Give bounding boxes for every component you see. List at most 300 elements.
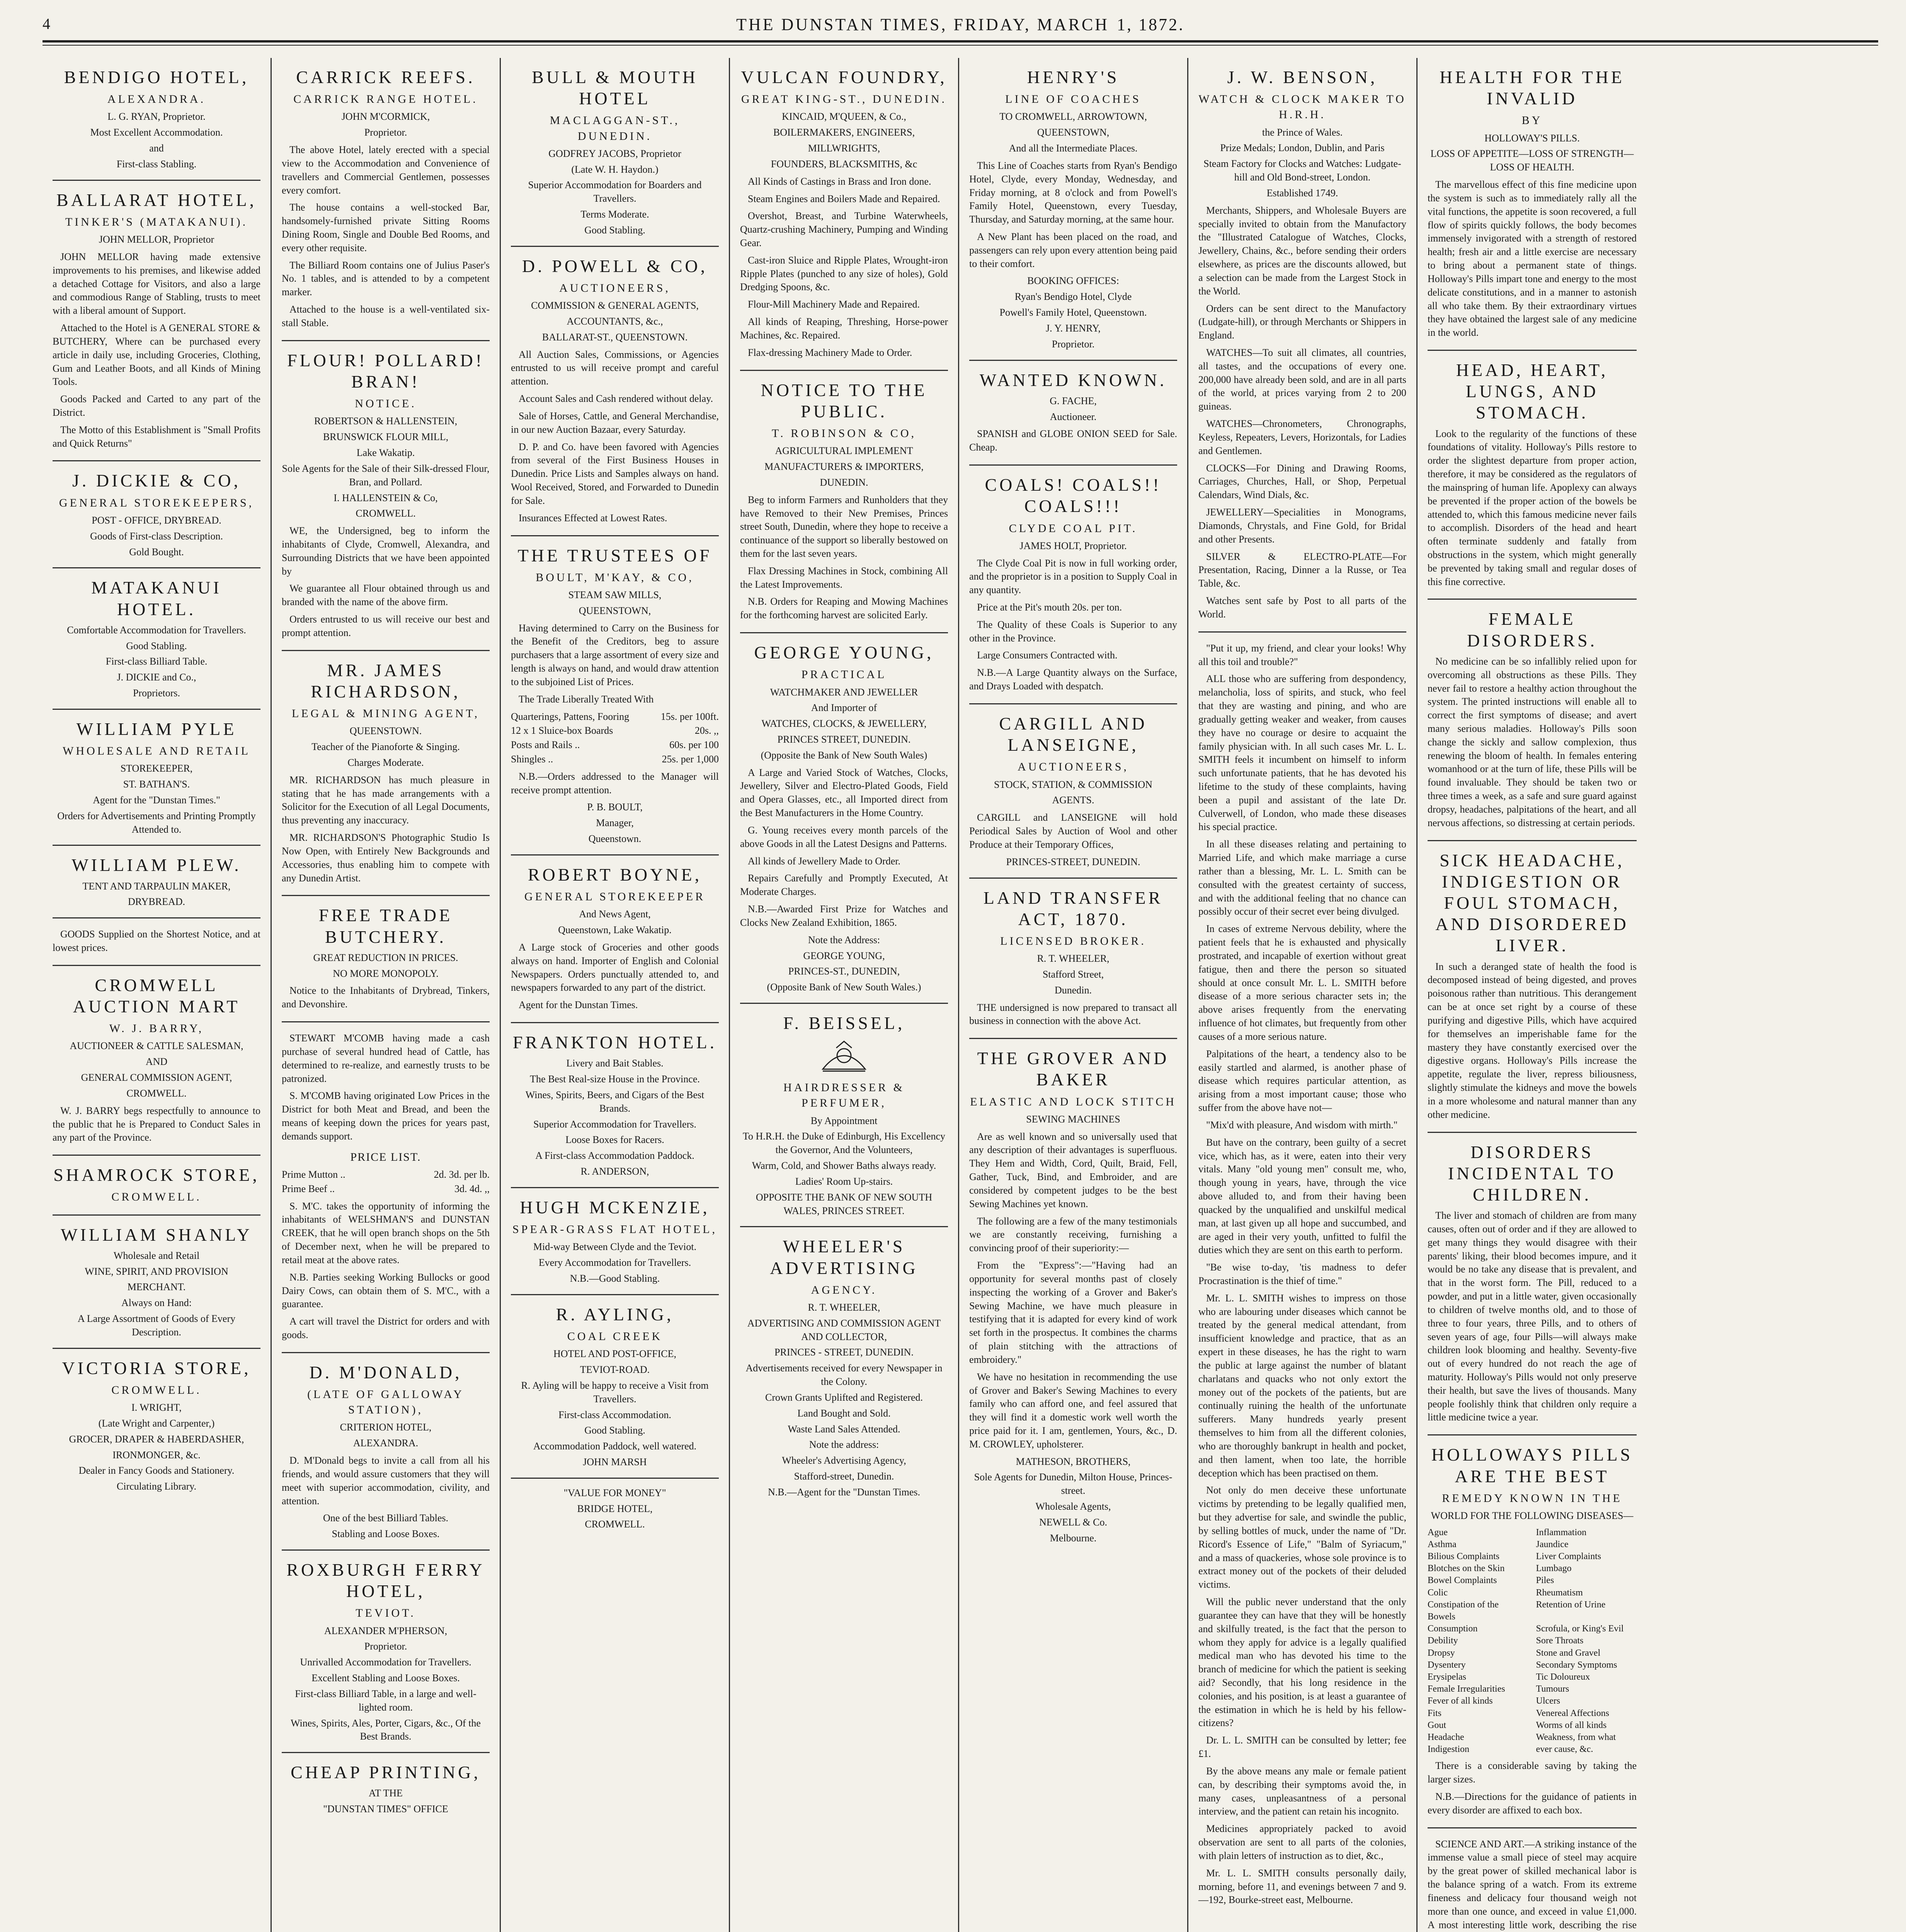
ad-line: Proprietor. [364, 1641, 407, 1652]
price-row [282, 1168, 490, 1182]
ad-line: Wheeler's Advertising Agency, [782, 1455, 906, 1466]
advertisement [282, 341, 490, 651]
ad-line: CRITERION HOTEL, [340, 1422, 432, 1433]
ad-line: First-class Accommodation. [558, 1409, 671, 1420]
ad-line: "VALUE FOR MONEY" [563, 1487, 666, 1498]
ad-line: ADVERTISING AND COMMISSION AGENT AND COLLECTOR, [747, 1317, 941, 1342]
advertisement [53, 1216, 260, 1349]
newspaper-title: THE DUNSTAN TIMES, FRIDAY, MARCH [736, 15, 1109, 34]
ad-line: BALLARAT-ST., QUEENSTOWN. [542, 331, 688, 343]
ad-signature-line: (Opposite Bank of New South Wales.) [767, 981, 921, 993]
disease-item: Tumours [1536, 1684, 1569, 1694]
disease-item: Weakness, from what [1536, 1732, 1616, 1742]
ad-line: and [149, 143, 164, 154]
ad-title: HOLLOWAYS PILLS ARE THE BEST [1431, 1445, 1633, 1486]
ad-body-paragraph: Medicines appropriately packed to avoid observation are sent to all parts of the colonies, with plain letters of instruction as to diet, &c., [1198, 1823, 1406, 1861]
ad-subtitle: PRACTICAL [801, 668, 887, 681]
ad-line: KINCAID, M'QUEEN, & Co., [782, 111, 906, 122]
ad-line: R. ANDERSON, [580, 1166, 649, 1177]
ad-title: WILLIAM SHANLY [61, 1225, 252, 1245]
ad-line: Dunedin. [1054, 984, 1092, 996]
ad-title: WANTED KNOWN. [979, 370, 1167, 390]
ad-title: WILLIAM PYLE [76, 719, 237, 739]
ad-line: WINE, SPIRIT, AND PROVISION [85, 1265, 228, 1277]
ad-signature-line: BOOKING OFFICES: [1027, 275, 1119, 287]
ad-title: WHEELER'S ADVERTISING [770, 1236, 918, 1278]
ad-line: FOUNDERS, BLACKSMITHS, &c [771, 158, 917, 170]
ad-body-paragraph: Will the public never understand that the only guarantee they can have that they will be honestly and skilfully treated, is the fact that the person to whom they apply for advice is a legally qualified medical man who has devoted his time to the branch of medicine for which the patient is seeking aid? Secondly, that his long residence in the colonies, and his position, is at least a guarantee of the estimation in which he is held by his fellow-citizens? [1198, 1596, 1406, 1729]
newspaper-page [43, 58, 1878, 1932]
ad-line: JAMES HOLT, Proprietor. [1019, 540, 1127, 551]
ad-body-paragraph: In cases of extreme Nervous debility, where the patient feels that he is exhausted and physically prostrated, and incapable of exertion without great fatigue, then and there the person so situated should at once consult Mr. L. L. SMITH before disease of a more serious character sets in; the above arises frequently from the enervating influence of hot climates, but frequently from other causes of a more serious nature. [1198, 923, 1406, 1042]
ad-title: ROBERT BOYNE, [528, 864, 702, 884]
advertisement [53, 918, 260, 966]
ad-title: J. DICKIE & CO, [72, 471, 241, 491]
ad-line: First-class Stabling. [116, 158, 197, 170]
ad-line: (Opposite the Bank of New South Wales) [761, 749, 927, 761]
ad-title: FEMALE DISORDERS. [1467, 609, 1598, 650]
ad-line: Wines, Spirits, Beers, and Cigars of the Best Brands. [525, 1089, 705, 1114]
ad-subtitle: CLYDE COAL PIT. [1009, 522, 1138, 535]
advertisement [1198, 58, 1406, 633]
ad-line: TEVIOT-ROAD. [580, 1364, 650, 1376]
ad-line: Livery and Bait Stables. [566, 1058, 664, 1069]
column-5 [959, 58, 1188, 1932]
ad-line: Crown Grants Uplifted and Registered. [765, 1391, 923, 1403]
column-2 [272, 58, 501, 1932]
ad-body-paragraph: From the "Express":—"Having had an opportunity for several months past of closely inspecting the working of a Grover and Baker's Sewing Machine, we have much pleasure in testifying that it is adapted for every kind of work set forth in the prospectus. It combines the charms of plain stitching with the attractions of embroidery." [969, 1260, 1177, 1365]
ad-title: HEALTH FOR THE INVALID [1440, 67, 1625, 109]
price-value: 20s. ,, [694, 725, 719, 736]
advertisement [282, 896, 490, 1022]
ad-title: WILLIAM PLEW. [71, 855, 242, 875]
ad-subtitle: ELASTIC AND LOCK STITCH [970, 1095, 1176, 1108]
ad-line: MERCHANT. [127, 1281, 186, 1293]
ad-line: PRINCES - STREET, DUNEDIN. [774, 1347, 914, 1358]
advertisement [969, 879, 1177, 1039]
ad-line: GREAT REDUCTION IN PRICES. [313, 952, 458, 963]
ad-title: FRANKTON HOTEL. [512, 1032, 717, 1053]
ad-body-paragraph: S. M'COMB having originated Low Prices in the District for both Meat and Bread, and been the means of keeping down the prices for years past, demands support. [282, 1090, 490, 1142]
masthead-rule-thin [43, 45, 1878, 46]
ad-title: HENRY'S [1027, 67, 1120, 87]
ad-line: N.B.—Agent for the "Dunstan Times. [768, 1486, 921, 1498]
ad-line: The Best Real-size House in the Province. [530, 1073, 700, 1085]
masthead-rule-thick [43, 40, 1878, 43]
disease-item: Stone and Gravel [1536, 1648, 1601, 1658]
ad-signature-line: One of the best Billiard Tables. [323, 1512, 449, 1524]
ad-line: Accommodation Paddock, well watered. [533, 1440, 697, 1452]
price-list-title: PRICE LIST. [350, 1150, 421, 1163]
advertisement [740, 1227, 948, 1507]
ad-title: THE GROVER AND BAKER [977, 1048, 1169, 1090]
ad-body-paragraph: The Quality of these Coals is Superior to any other in the Province. [969, 619, 1177, 644]
advertisement [511, 1023, 719, 1188]
ad-subtitle: AUCTIONEERS, [559, 281, 671, 294]
ad-line: Auctioneer. [1050, 411, 1097, 422]
ad-line: (Late W. H. Haydon.) [571, 163, 659, 175]
disease-item: Lumbago [1536, 1563, 1572, 1574]
price-row [282, 1182, 490, 1196]
ad-title: FREE TRADE BUTCHERY. [318, 905, 453, 947]
ad-line: BOILERMAKERS, ENGINEERS, [773, 127, 915, 138]
ad-body-paragraph: Agent for the Dunstan Times. [519, 999, 638, 1011]
ad-extra-paragraph: N.B.—Orders addressed to the Manager will receive prompt attention. [511, 770, 719, 796]
ad-line: BRIDGE HOTEL, [577, 1503, 653, 1514]
ad-title: VULCAN FOUNDRY, [741, 67, 947, 87]
advertisement [511, 1479, 719, 1540]
advertisement [740, 58, 948, 371]
advertisement [511, 1188, 719, 1295]
disease-item: Colic [1428, 1587, 1448, 1598]
ad-body-paragraph: ALL those who are suffering from despondency, melancholia, loss of spirits, and stuck, who feel that they are wasting and pining, and who are gradually getting weaker and weaker, from causes they have no courage or desire to acquaint the family physician with. In all such cases Mr. L. L. SMITH feels it incumbent on himself to inform such unfortunate patients, that he has devoted his lifetime to the study of these complaints, having been a pupil and assistant of the late Dr. Culverwell, of London, who made these diseases his special practice. [1198, 673, 1406, 833]
ad-signature-line: NEWELL & Co. [1039, 1516, 1107, 1528]
ad-body-paragraph: CARGILL and LANSEIGNE will hold Periodical Sales by Auction of Wool and other Produce at their Temporary Offices, [969, 812, 1177, 850]
disease-item: Tic Doloureux [1536, 1672, 1590, 1682]
disease-item: Retention of Urine [1536, 1599, 1606, 1610]
ad-body-paragraph: JEWELLERY—Specialities in Monograms, Diamonds, Chrystals, and Fine Gold, for Bridal and other Presents. [1198, 507, 1406, 545]
ad-line: Wholesale and Retail [113, 1250, 200, 1261]
ad-subtitle: BOULT, M'KAY, & CO, [536, 571, 694, 584]
advertisement [282, 1353, 490, 1551]
ad-line: Always on Hand: [121, 1297, 192, 1309]
ad-line: A Large Assortment of Goods of Every Description. [77, 1313, 236, 1338]
ad-body-paragraph: W. J. BARRY begs respectfully to announce to the public that he is Prepared to Conduct Sales in any part of the Province. [53, 1105, 260, 1143]
ad-line: WATCHES, CLOCKS, & JEWELLERY, [761, 718, 927, 730]
disease-item: Asthma [1428, 1539, 1457, 1549]
ad-body-paragraph: D. M'Donald begs to invite a call from all his friends, and would assure customers that they will meet with superior accommodation, civility, and attention. [282, 1455, 490, 1507]
ad-signature-line: PRINCES-ST., DUNEDIN, [788, 966, 900, 977]
ad-body-paragraph: By the above means any male or female patient can, by describing their symptoms avoid the, in many cases, unpleasantness of a personal interview, and the patient can retain his incognito. [1198, 1765, 1406, 1817]
ad-line: Charges Moderate. [347, 757, 424, 768]
disease-item: Rheumatism [1536, 1587, 1583, 1598]
ad-line: Wines, Spirits, Ales, Porter, Cigars, &c., Of the Best Brands. [291, 1717, 481, 1742]
ad-signature-line: J. Y. HENRY, [1046, 322, 1101, 334]
ad-body-paragraph: Price at the Pit's mouth 20s. per ton. [977, 602, 1122, 613]
ad-subtitle: CROMWELL. [111, 1190, 202, 1204]
ad-line: J. DICKIE and Co., [117, 672, 196, 683]
ad-line: First-class Billiard Table, in a large and well-lighted room. [295, 1688, 476, 1713]
column-1 [43, 58, 272, 1932]
royal-crest-icon [740, 1038, 948, 1077]
ad-body-paragraph: N.B.—A Large Quantity always on the Surface, and Drays Loaded with despatch. [969, 667, 1177, 692]
ad-subtitle: TEVIOT. [356, 1607, 416, 1620]
ad-line: the Prince of Wales. [1262, 126, 1343, 138]
price-item: Prime Beef .. [282, 1183, 335, 1194]
ad-body-paragraph: MR. RICHARDSON has much pleasure in stating that he has made arrangements with a Solicitor for the Execution of all Legal Documents, thus preventing any inaccuracy. [282, 774, 490, 826]
ad-title: CROMWELL AUCTION MART [73, 975, 240, 1017]
ad-body-paragraph: The above Hotel, lately erected with a special view to the Accommodation and Convenience of travellers and Commercial Gentlemen, possesses every comfort. [282, 144, 490, 196]
ad-body-paragraph: The house contains a well-stocked Bar, handsomely-furnished private Sitting Rooms Dining Room, Single and Double Bed Rooms, and every other requisite. [282, 202, 490, 253]
ad-line: WORLD FOR THE FOLLOWING DISEASES— [1431, 1510, 1634, 1521]
disease-item: Bilious Complaints [1428, 1551, 1500, 1562]
ad-body-paragraph: "Be wise to-day, 'tis madness to defer Procrastination is the thief of time." [1198, 1262, 1406, 1286]
advertisement [53, 568, 260, 710]
column-7 [1418, 58, 1647, 1932]
ad-line: Superior Accommodation for Travellers. [533, 1118, 696, 1130]
ad-body-paragraph: The following are a few of the many testimonials we are constantly receiving, furnishing a convincing proof of their superiority:— [969, 1215, 1177, 1254]
ad-signature-line: Powell's Family Hotel, Queenstown. [999, 307, 1147, 318]
ad-line: Most Excellent Accommodation. [90, 127, 223, 138]
ad-line: A First-class Accommodation Paddock. [535, 1150, 694, 1162]
advertisement [53, 181, 260, 462]
ad-line: Goods of First-class Description. [90, 530, 223, 542]
ad-line: TENT AND TARPAULIN MAKER, [82, 880, 231, 892]
advertisement [969, 58, 1177, 361]
ad-subtitle: LICENSED BROKER. [1000, 934, 1146, 947]
ad-subtitle: SPEAR-GRASS FLAT HOTEL, [512, 1223, 717, 1236]
ad-body-paragraph: Account Sales and Cash rendered without delay. [519, 393, 713, 405]
ad-body-paragraph: "Mix'd with pleasure, And wisdom with mirth." [1206, 1119, 1398, 1131]
ad-line: CROMWELL. [356, 508, 416, 519]
ad-line: "DUNSTAN TIMES" OFFICE [323, 1803, 448, 1815]
ad-line: HOLLOWAY'S PILLS. [1484, 132, 1580, 144]
price-row [511, 710, 719, 724]
page-number: 4 [43, 15, 50, 32]
ad-signature-line: MATHESON, BROTHERS, [1016, 1456, 1131, 1467]
ad-body-paragraph: CLOCKS—For Dining and Drawing Rooms, Carriages, Churches, Hall, or Shop, Perpetual Calendars, Wind Dials, &c. [1198, 462, 1406, 501]
ad-subtitle: T. ROBINSON & CO, [772, 427, 916, 440]
ad-line: Prize Medals; London, Dublin, and Paris [1220, 142, 1385, 154]
ad-body-paragraph: The Motto of this Establishment is "Small Profits and Quick Returns" [53, 424, 260, 449]
advertisement [1198, 633, 1406, 1917]
ad-body-paragraph: No medicine can be so infallibly relied upon for overcoming all obstructions as these Pills. They never fail to restore a healthy action throughout the system. The printed instructions will enable all to correct the first symptoms of disease; and avert many serious maladies. Holloway's Pills soon change the sickly and sallow complexion, thus renewing the bloom of health. In females entering womanhood or at the turn of life, these Pills will be found invaluable. They should be taken two or three times a week, as a safe and sure guard against dropsy, headaches, palpitations of the heart, and all nervous affections, so distressing at certain periods. [1428, 655, 1637, 828]
ad-body-paragraph: N.B. Orders for Reaping and Mowing Machines for the forthcoming harvest are solicited Early. [740, 596, 948, 621]
ad-title: ROXBURGH FERRY HOTEL, [286, 1560, 485, 1601]
ad-body-paragraph: JOHN MELLOR having made extensive improvements to his premises, and likewise added a detached Cottage for Visitors, and also a large and commodious Range of Stabling, trusts to meet with a liberal amount of Support. [53, 251, 260, 316]
ad-subtitle: GENERAL STOREKEEPER [524, 890, 706, 903]
ad-line: LOSS OF APPETITE—LOSS OF STRENGTH—LOSS OF HEALTH. [1430, 148, 1634, 173]
ad-line: Advertisements received for every Newspaper in the Colony. [745, 1362, 943, 1388]
ad-body-paragraph: D. P. and Co. have been favored with Agencies from several of the First Business Houses in Dunedin. Price Lists and Samples always on hand. Wool Received, Stored, and Forwarded to Dunedin for Sale. [511, 441, 719, 506]
advertisement [740, 633, 948, 1004]
ad-line: Stafford-street, Dunedin. [794, 1471, 894, 1482]
disease-item: Blotches on the Skin [1428, 1563, 1505, 1574]
ad-line: AGRICULTURAL IMPLEMENT [775, 445, 913, 457]
ad-signature-line: Wholesale Agents, [1035, 1501, 1111, 1512]
ad-body-paragraph: Overshot, Breast, and Turbine Waterwheels, Quartz-crushing Machinery, Pumping and Winding Gear. [740, 210, 948, 248]
ad-body-paragraph: Orders entrusted to us will receive our best and prompt attention. [282, 614, 490, 638]
ad-title: D. M'DONALD, [309, 1362, 462, 1382]
disease-item: Ulcers [1536, 1696, 1561, 1706]
ad-body-paragraph: Beg to inform Farmers and Runholders that they have Removed to their New Premises, Princes street South, Dunedin, where they hope to receive a continuance of the support so liberally bestowed on them for the last seven years. [740, 494, 948, 559]
ad-line: Note the address: [809, 1439, 879, 1451]
ad-signature-line: Sole Agents for Dunedin, Milton House, Princes-street. [974, 1471, 1173, 1497]
ad-subtitle: WATCH & CLOCK MAKER TO H.R.H. [1198, 93, 1406, 121]
ad-line: STEAM SAW MILLS, [568, 589, 662, 600]
ad-line: MILLWRIGHTS, [808, 143, 880, 154]
advertisement [969, 1039, 1177, 1553]
ad-line: STOCK, STATION, & COMMISSION [994, 779, 1152, 790]
ad-subtitle: NOTICE. [355, 397, 417, 410]
ad-title: MATAKANUI HOTEL. [91, 578, 222, 619]
advertisement [53, 461, 260, 568]
ad-signature-line: PRINCES-STREET, DUNEDIN. [1006, 856, 1140, 867]
ad-title: CARGILL AND LANSEIGNE, [999, 713, 1147, 755]
ad-title: D. POWELL & CO, [522, 256, 708, 276]
ad-line: CROMWELL. [585, 1519, 645, 1530]
ad-line: And News Agent, [579, 908, 651, 920]
ad-body-paragraph: Sale of Horses, Cattle, and General Merchandise, in our new Auction Bazaar, every Saturday. [511, 410, 719, 435]
advertisement [740, 1004, 948, 1227]
ad-body-paragraph: The Billiard Room contains one of Julius Paser's No. 1 tables, and is attended to by a competent marker. [282, 259, 490, 298]
ad-line: Good Stabling. [584, 224, 645, 236]
ad-line: HOTEL AND POST-OFFICE, [553, 1348, 677, 1360]
ad-line: QUEENSTOWN. [349, 725, 422, 737]
ad-line: Sole Agents for the Sale of their Silk-dressed Flour, Bran, and Pollard. [282, 463, 490, 488]
ad-body-paragraph: Attached to the Hotel is A GENERAL STORE & BUTCHERY, Where can be purchased every article in daily use, including Groceries, Clothing, Gum and Leather Boots, and all Kinds of Mining Tools. [53, 322, 260, 388]
ad-subtitle: ALEXANDRA. [107, 93, 206, 106]
ad-body-paragraph: STEWART M'COMB having made a cash purchase of several hundred head of Cattle, has determined to re-realize, and earnestly trusts to be patronized. [282, 1032, 490, 1084]
ad-body-paragraph: Cast-iron Sluice and Ripple Plates, Wrought-iron Ripple Plates (punched to any size of holes), Gold Dredging Spoons, &c. [740, 254, 948, 293]
price-value: 15s. per 100ft. [660, 711, 719, 722]
advertisement [282, 1551, 490, 1753]
ad-line: JOHN MARSH [583, 1456, 647, 1468]
ad-title: BENDIGO HOTEL, [64, 67, 249, 87]
price-value: 3d. 4d. ,, [454, 1183, 490, 1194]
advertisement [969, 466, 1177, 704]
ad-subtitle: CROMWELL. [111, 1383, 202, 1396]
price-row [511, 738, 719, 752]
ad-line: ST. BATHAN'S. [123, 779, 190, 790]
ad-line: Mid-way Between Clyde and the Teviot. [533, 1241, 697, 1253]
disease-item: Bowel Complaints [1428, 1575, 1497, 1586]
price-row [511, 724, 719, 738]
ad-line: R. T. WHEELER, [1037, 953, 1110, 964]
ad-subtitle: (LATE OF GALLOWAY STATION), [307, 1388, 464, 1417]
advertisement [53, 1349, 260, 1502]
ad-title: CHEAP PRINTING, [291, 1762, 481, 1782]
ad-line: L. G. RYAN, Proprietor. [107, 111, 206, 122]
ad-body-paragraph: Are as well known and so universally used that any description of their advantages is superfluous. They Hem and Width, Cord, Quilt, Braid, Fell, Gather, Tuck, Bind, and Embroider, and are considered by competent judges to be the best Sewing Machines yet known. [969, 1131, 1177, 1209]
advertisement [282, 1753, 490, 1825]
ad-line: Loose Boxes for Racers. [565, 1134, 664, 1146]
disease-item: Venereal Affections [1536, 1708, 1609, 1718]
ad-body-paragraph: The Trade Liberally Treated With [519, 693, 654, 705]
ad-subtitle: CARRICK RANGE HOTEL. [293, 93, 478, 106]
ad-line: COMMISSION & GENERAL AGENTS, [531, 300, 699, 311]
ad-line: Land Bought and Sold. [797, 1407, 891, 1419]
disease-list [1428, 1527, 1637, 1756]
ad-body-paragraph: This Line of Coaches starts from Ryan's Bendigo Hotel, Clyde, every Monday, Wednesday, and Friday morning, at 8 o'clock and from Powell's Family Hotel, Queenstown, every Tuesday, Thursday, and Saturday morning, at the same hour. [969, 160, 1177, 225]
ad-body-paragraph: In all these diseases relating and pertaining to Married Life, and which make marriage a curse rather than a blessing, Mr. L. L. Smith can be consulted with the greatest certainty of success, and with the additional feeling that no chance can possibly occur of their secret ever being divulged. [1198, 838, 1406, 917]
ad-subtitle: WHOLESALE AND RETAIL [63, 745, 250, 758]
ad-body-paragraph: All kinds of Reaping, Threshing, Horse-power Machines, &c. Repaired. [740, 316, 948, 341]
ad-line: Unrivalled Accommodation for Travellers. [300, 1656, 471, 1668]
ad-line: WATCHMAKER AND JEWELLER [770, 686, 918, 698]
disease-item: Dysentery [1428, 1660, 1466, 1670]
ad-line: To H.R.H. the Duke of Edinburgh, His Excellency the Governor, And the Volunteers, [742, 1131, 946, 1156]
ad-line: Stafford Street, [1042, 968, 1104, 980]
ad-line: TO CROMWELL, ARROWTOWN, [999, 111, 1147, 122]
ad-body-paragraph: MR. RICHARDSON'S Photographic Studio Is Now Open, with Entirely New Backgrounds and Accessories, thus enabling him to compete with any Dunedin Artist. [282, 832, 490, 884]
advertisement [511, 855, 719, 1023]
ad-title: SHAMROCK STORE, [53, 1165, 260, 1185]
ad-body-paragraph: The Clyde Coal Pit is now in full working order, and the proprietor is in a position to Supply Coal in any quantity. [969, 557, 1177, 596]
ad-body-paragraph: Insurances Effected at Lowest Rates. [519, 512, 667, 524]
ad-title: NOTICE TO THE PUBLIC. [761, 380, 927, 421]
ad-title: THE TRUSTEES OF [517, 545, 712, 565]
ad-body-paragraph: We guarantee all Flour obtained through us and branded with the name of the above firm. [282, 583, 490, 608]
price-value: 25s. per 1,000 [662, 753, 719, 765]
ad-body-paragraph: Having determined to Carry on the Business for the Benefit of the Creditors, beg to assure purchasers that a large assortment of every size and length is always on hand, and would draw attention to the subjoined List of Prices. [511, 622, 719, 687]
disease-item: Indigestion [1428, 1744, 1469, 1755]
column-3 [501, 58, 730, 1932]
ad-body-paragraph: G. Young receives every month parcels of the above Goods in all the Latest Designs and Patterns. [740, 824, 948, 849]
ad-body-paragraph: The liver and stomach of children are from many causes, often out of order and if they are allowed to get many things they would disagree with their parents' liking, their blood becomes impure, and it would be no take any disease that is prevalent, and that in the worst form. The Pill, reduced to a powder, and put in a little water, given occasionally to children of twelve months old, and to those of three to four years, three Pills, and to others of seven years of age, four Pills—will always make children look blooming and healthy. Seventy-five out of every hundred do not reach the age of maturity. Holloway's Pills would not only preserve their health, but save the lives of thousands. Many people foolishly think that children only require a little medicine twice a year. [1428, 1210, 1637, 1423]
ad-subtitle: GREAT KING-ST., DUNEDIN. [741, 93, 947, 106]
ad-title: BALLARAT HOTEL, [56, 190, 257, 210]
ad-line: POST - OFFICE, DRYBREAD. [92, 514, 221, 526]
ad-line: GENERAL COMMISSION AGENT, [81, 1072, 232, 1083]
ad-line: Comfortable Accommodation for Travellers. [67, 624, 246, 636]
ad-title: VICTORIA STORE, [62, 1358, 251, 1378]
ad-line: ALEXANDRA. [353, 1437, 419, 1449]
ad-subtitle: AGENCY. [811, 1283, 877, 1296]
ad-line: Gold Bought. [129, 546, 184, 558]
ad-line: CROMWELL. [126, 1087, 187, 1099]
ad-line: Good Stabling. [126, 640, 187, 651]
ad-body-paragraph: All Kinds of Castings in Brass and Iron done. [748, 175, 931, 187]
ad-body-paragraph: Notice to the Inhabitants of Drybread, Tinkers, and Devonshire. [282, 985, 490, 1010]
ad-body-paragraph: Orders can be sent direct to the Manufactory (Ludgate-hill), or through Merchants or Shippers in England. [1198, 303, 1406, 341]
ad-line: BRUNSWICK FLOUR MILL, [323, 431, 449, 443]
ad-line: Teacher of the Pianoforte & Singing. [311, 741, 460, 753]
ad-title: LAND TRANSFER ACT, 1870. [983, 888, 1163, 929]
disease-item: Fever of all kinds [1428, 1696, 1493, 1706]
ad-line: DRYBREAD. [128, 896, 185, 908]
disease-item: Liver Complaints [1536, 1551, 1601, 1562]
issue-date: 1, 1872. [1116, 15, 1184, 34]
ad-line: Proprietors. [133, 687, 180, 699]
disease-item: Constipation of the Bowels [1428, 1599, 1499, 1622]
ad-title: COALS! COALS!! COALS!!! [985, 475, 1162, 516]
disease-item: Debility [1428, 1636, 1458, 1646]
ad-title: SICK HEADACHE, INDIGESTION OR FOUL STOMACH, AND DISORDERED LIVER. [1435, 850, 1629, 956]
disease-item: ever cause, &c. [1536, 1744, 1593, 1755]
ad-body-paragraph: Not only do men deceive these unfortunate victims by pretending to be legally qualified men, but they advertise for sale, and swindle the public, by selling bottles of muck, under the name of "Dr. Ricord's Essence of Life," "Balm of Syriacum," and a mass of quackeries, whose sole province is to extract money out of the pockets of their deluded victims. [1198, 1485, 1406, 1590]
ad-line: MANUFACTURERS & IMPORTERS, [764, 461, 924, 473]
ad-subtitle: W. J. BARRY, [109, 1022, 204, 1035]
ad-title: FLOUR! POLLARD! BRAN! [287, 350, 485, 391]
ad-title: HEAD, HEART, LUNGS, AND STOMACH. [1456, 360, 1608, 423]
price-item: Posts and Rails .. [511, 739, 580, 751]
ad-line: Ladies' Room Up-stairs. [795, 1175, 893, 1187]
ad-line: Good Stabling. [584, 1425, 645, 1436]
ad-body-paragraph: A New Plant has been placed on the road, and passengers can rely upon every attention being paid to their comfort. [969, 231, 1177, 269]
ad-line: OPPOSITE THE BANK OF NEW SOUTH WALES, PRINCES STREET. [756, 1191, 933, 1216]
ad-line: QUEENSTOWN, [1037, 127, 1110, 138]
ad-signature-line: GEORGE YOUNG, [803, 950, 885, 961]
ad-line: Orders for Advertisements and Printing Promptly Attended to. [57, 810, 256, 835]
ad-extra-paragraph: S. M'C. takes the opportunity of informing the inhabitants of WELSHMAN'S and DUNSTAN CREEK, that he will open branch shops on the 5th of December next, when he will be prepared to retail meat at the above rates. [282, 1200, 490, 1265]
ad-body-paragraph: But have on the contrary, been guilty of a secret vice, which has, as it were, eaten into their very vitals. Many "old young men" consult me, who, though young in years, have, through the vice above alluded to, and from their having been quacked by the unqualified and unskilful medical man, at last given up all hope and succumbed, and are aged in their very youth, unfitted to fulfil the duties which they are sent on this earth to perform. [1198, 1136, 1406, 1256]
ad-body-paragraph: All kinds of Jewellery Made to Order. [748, 855, 900, 867]
price-row [511, 753, 719, 766]
advertisement [511, 1295, 719, 1479]
ad-line: Queenstown, Lake Wakatip. [558, 924, 672, 936]
ad-body-paragraph: A Large and Varied Stock of Watches, Clocks, Jewellery, Silver and Electro-Plated Goods, Field and Opera Glasses, etc., all Imported direct from the Best Manufacturers in the Home Country. [740, 767, 948, 819]
ad-line: QUEENSTOWN, [579, 605, 651, 616]
disease-item: Consumption [1428, 1624, 1478, 1634]
ad-body-paragraph: SCIENCE AND ART.—A striking instance of the immense value a small piece of steel may acquire by the great power of skilled mechanical labor is the balance spring of a watch. From its extreme fineness and delicacy four thousand weigh not more than one ounce, and exceed in value £1,000. A most interesting little work, describing the rise [1428, 1838, 1637, 1930]
ad-signature-line: Melbourne. [1050, 1532, 1097, 1544]
ad-title: BULL & MOUTH HOTEL [532, 67, 698, 109]
ad-signature-line: Proprietor. [1052, 338, 1095, 350]
disease-item: Secondary Symptoms [1536, 1660, 1617, 1670]
ad-body-paragraph: "Put it up, my friend, and clear your looks! Why all this toil and trouble?" [1198, 642, 1406, 667]
price-value: 60s. per 100 [669, 739, 719, 751]
